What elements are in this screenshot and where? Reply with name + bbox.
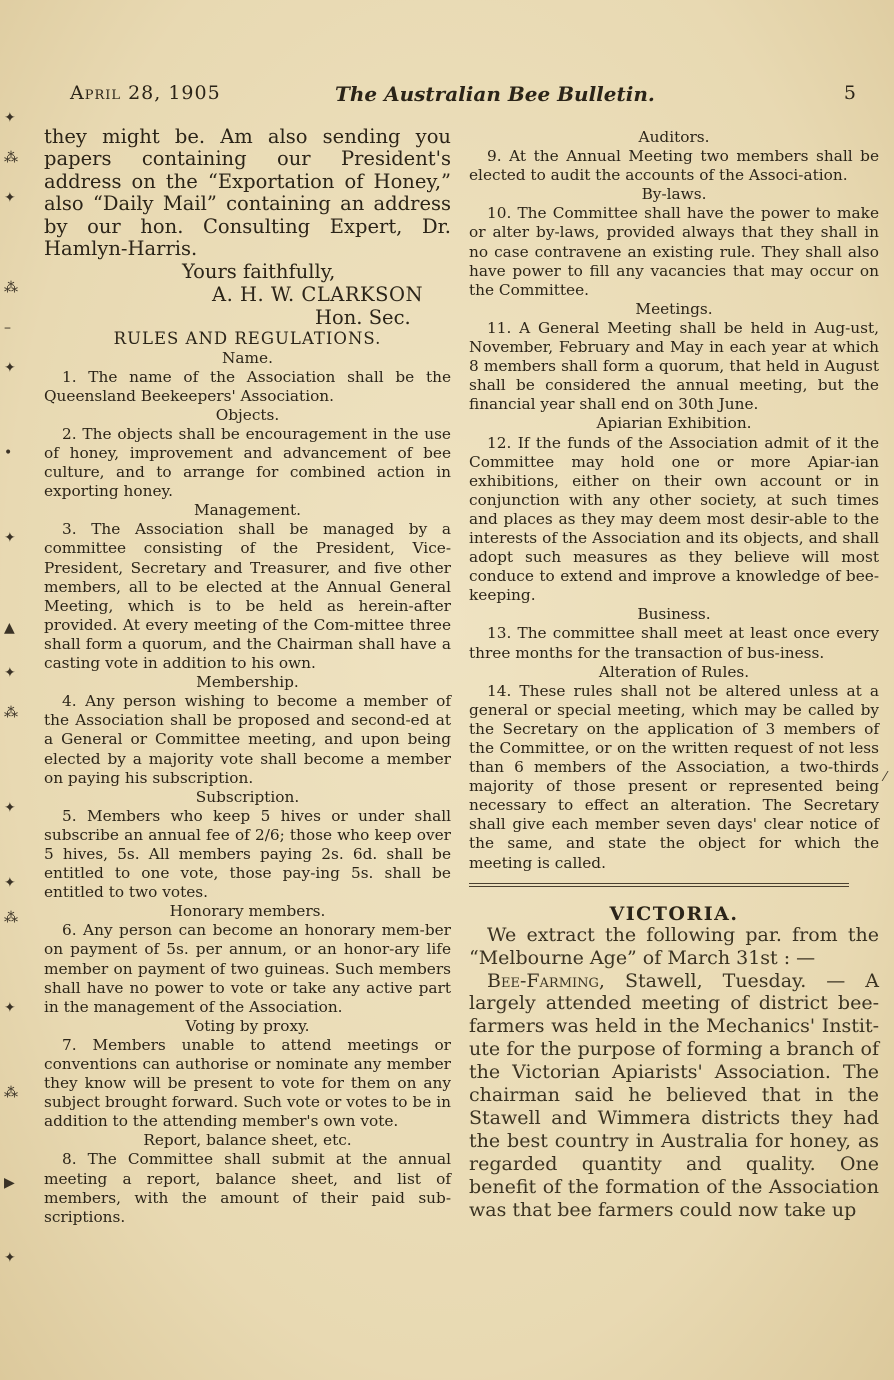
rule-paragraph: 3. The Association shall be managed by a committee consisting of the President, Vice-President, Secretary and Treasurer, and five other members, all to be elected at the Annual General Meeting, which is to be held as herein-after provided. At every meeting of the Com-mittee three shall form a quorum, and the Chairman shall have a casting vote in addition to his own. <box>44 520 451 673</box>
article-body: Stawell, Tuesday. — A largely attended meeting of district bee-farmers was held in the Mechanics' Instit-ute for the purpose of forming a branch of the Victorian Apiarists' Association. The chairman said he believed that in the Stawell and Wimmera districts they had the best country in Australia for honey, as regarded quantity and quality. One benefit of the formation of the Association was that bee farmers could now take up <box>469 969 879 1221</box>
margin-mark: ⁂ <box>4 910 18 926</box>
victoria-heading: VICTORIA. <box>609 902 739 925</box>
margin-mark: ✦ <box>4 110 16 126</box>
left-column <box>44 126 451 1227</box>
section-heading: Management. <box>193 501 302 520</box>
section-heading: Honorary members. <box>169 902 326 921</box>
rule-paragraph: 4. Any person wishing to become a member of the Association shall be proposed and second-ed at a General or Committee meeting, and upon being elected by a majority vote shall become a member on paying his subscription. <box>44 692 451 787</box>
margin-mark: ✦ <box>4 1250 16 1266</box>
margin-mark: ✦ <box>4 800 16 816</box>
margin-mark: ▲ <box>4 620 15 636</box>
right-column <box>469 128 879 1222</box>
letter-opening: they might be. Am also sending you papers containing our President's address on the “Exportation of Honey,” also “Daily Mail” containing an address by our hon. Consulting Expert, Dr. Hamlyn-Harris. <box>44 125 451 261</box>
rule-paragraph: 6. Any person can become an honorary mem-ber on payment of 5s. per annum, or an honor-ary life member on payment of two guineas. Such members shall have no power to vote or take any active part in the management of the Association. <box>44 921 451 1016</box>
margin-mark: ⁂ <box>4 150 18 166</box>
rule-paragraph: 7. Members unable to attend meetings or conventions can authorise or nominate any member they know will be present to vote for them on any subject brought forward. Such vote or votes to be in addition to the attending member's own vote. <box>44 1035 451 1131</box>
publication-title: The Australian Bee Bulletin. <box>335 82 655 106</box>
victoria-intro: We extract the following par. from the “Melbourne Age” of March 31st : — <box>469 923 879 969</box>
section-heading: Subscription. <box>195 787 300 806</box>
rules-heading: RULES AND REGULATIONS. <box>113 329 382 349</box>
rule-paragraph: 12. If the funds of the Association admit of it the Committee may hold one or more Apiar-ian exhibitions, either on their own account or in conjunction with any other society, at such times and places as they may deem most desir-able to the interests of the Association and its objects, and shall adopt such measures as they believe will most conduce to extend and improve a knowledge of bee-keeping. <box>469 433 879 605</box>
margin-mark: ✦ <box>4 530 16 546</box>
margin-mark: ⁂ <box>4 705 18 721</box>
letter-closing: Yours faithfully, <box>182 260 336 284</box>
page-header <box>70 82 856 112</box>
margin-mark: – <box>4 320 11 336</box>
issue-date: April 28, 1905 <box>70 82 221 104</box>
rule-paragraph: 2. The objects shall be encouragement in the use of honey, improvement and advancement of bee culture, and to arrange for combined action in exporting honey. <box>44 424 451 501</box>
section-heading: By-laws. <box>641 185 707 204</box>
section-heading: Report, balance sheet, etc. <box>143 1131 352 1150</box>
section-heading: Meetings. <box>635 299 713 318</box>
section-heading: Objects. <box>215 405 280 424</box>
rule-paragraph: 13. The committee shall meet at least once every three months for the transaction of bus-iness. <box>469 624 879 662</box>
victoria-article <box>469 970 879 1222</box>
margin-mark: ✦ <box>4 875 16 891</box>
margin-mark: ✦ <box>4 190 16 206</box>
section-heading: Apiarian Exhibition. <box>596 414 752 433</box>
binding-margin-marks <box>0 90 24 1290</box>
page-number: 5 <box>843 82 856 104</box>
section-heading: Voting by proxy. <box>185 1016 310 1035</box>
margin-mark-right: ⁄ <box>884 770 887 785</box>
margin-mark: ✦ <box>4 360 16 376</box>
margin-mark: ▶ <box>4 1175 15 1191</box>
rule-paragraph: 1. The name of the Association shall be the Queensland Beekeepers' Association. <box>44 367 451 405</box>
section-divider <box>469 883 849 887</box>
rule-paragraph: 9. At the Annual Meeting two members shall be elected to audit the accounts of the Associ-ation. <box>469 147 879 185</box>
margin-mark: ✦ <box>4 1000 16 1016</box>
section-heading: Alteration of Rules. <box>598 662 750 681</box>
margin-mark: ✦ <box>4 665 16 681</box>
section-heading: Name. <box>222 348 273 367</box>
rule-paragraph: 8. The Committee shall submit at the annual meeting a report, balance sheet, and list of members, with the amount of their paid sub-scriptions. <box>44 1150 451 1226</box>
letter-signer: A. H. W. CLARKSON <box>212 283 424 307</box>
rule-paragraph: 5. Members who keep 5 hives or under shall subscribe an annual fee of 2/6; those who keep over 5 hives, 5s. All members paying 2s. 6d. shall be entitled to one vote, those pay-ing 5s. shall be entitled to two votes. <box>44 806 451 902</box>
margin-mark: ⁂ <box>4 1085 18 1101</box>
section-heading: Business. <box>637 605 711 624</box>
rule-paragraph: 10. The Committee shall have the power to make or alter by-laws, provided always that they shall in no case contravene an existing rule. They shall also have power to fill any vacancies that may occur on the Committee. <box>469 204 879 299</box>
letter-signer-title: Hon. Sec. <box>315 306 411 330</box>
rule-paragraph: 11. A General Meeting shall be held in Aug-ust, November, February and May in each year at which 8 members shall form a quorum, that held in August shall be considered the annual meeting, but the financial year shall end on 30th June. <box>469 318 879 414</box>
margin-mark: ⁂ <box>4 280 18 296</box>
section-heading: Membership. <box>196 673 299 692</box>
margin-mark: • <box>4 445 13 461</box>
section-heading: Auditors. <box>638 128 710 146</box>
rule-paragraph: 14. These rules shall not be altered unless at a general or special meeting, which may be called by the Secretary on the application of 3 members of the Committee, or on the written request of not less than 6 members of the Association, a two-thirds majority of those present or represented being necessary to effect an alteration. The Secretary shall give each member seven days' clear notice of the same, and state the object for which the meeting is called. <box>469 681 879 872</box>
article-lead: Bee-Farming, <box>487 969 605 992</box>
